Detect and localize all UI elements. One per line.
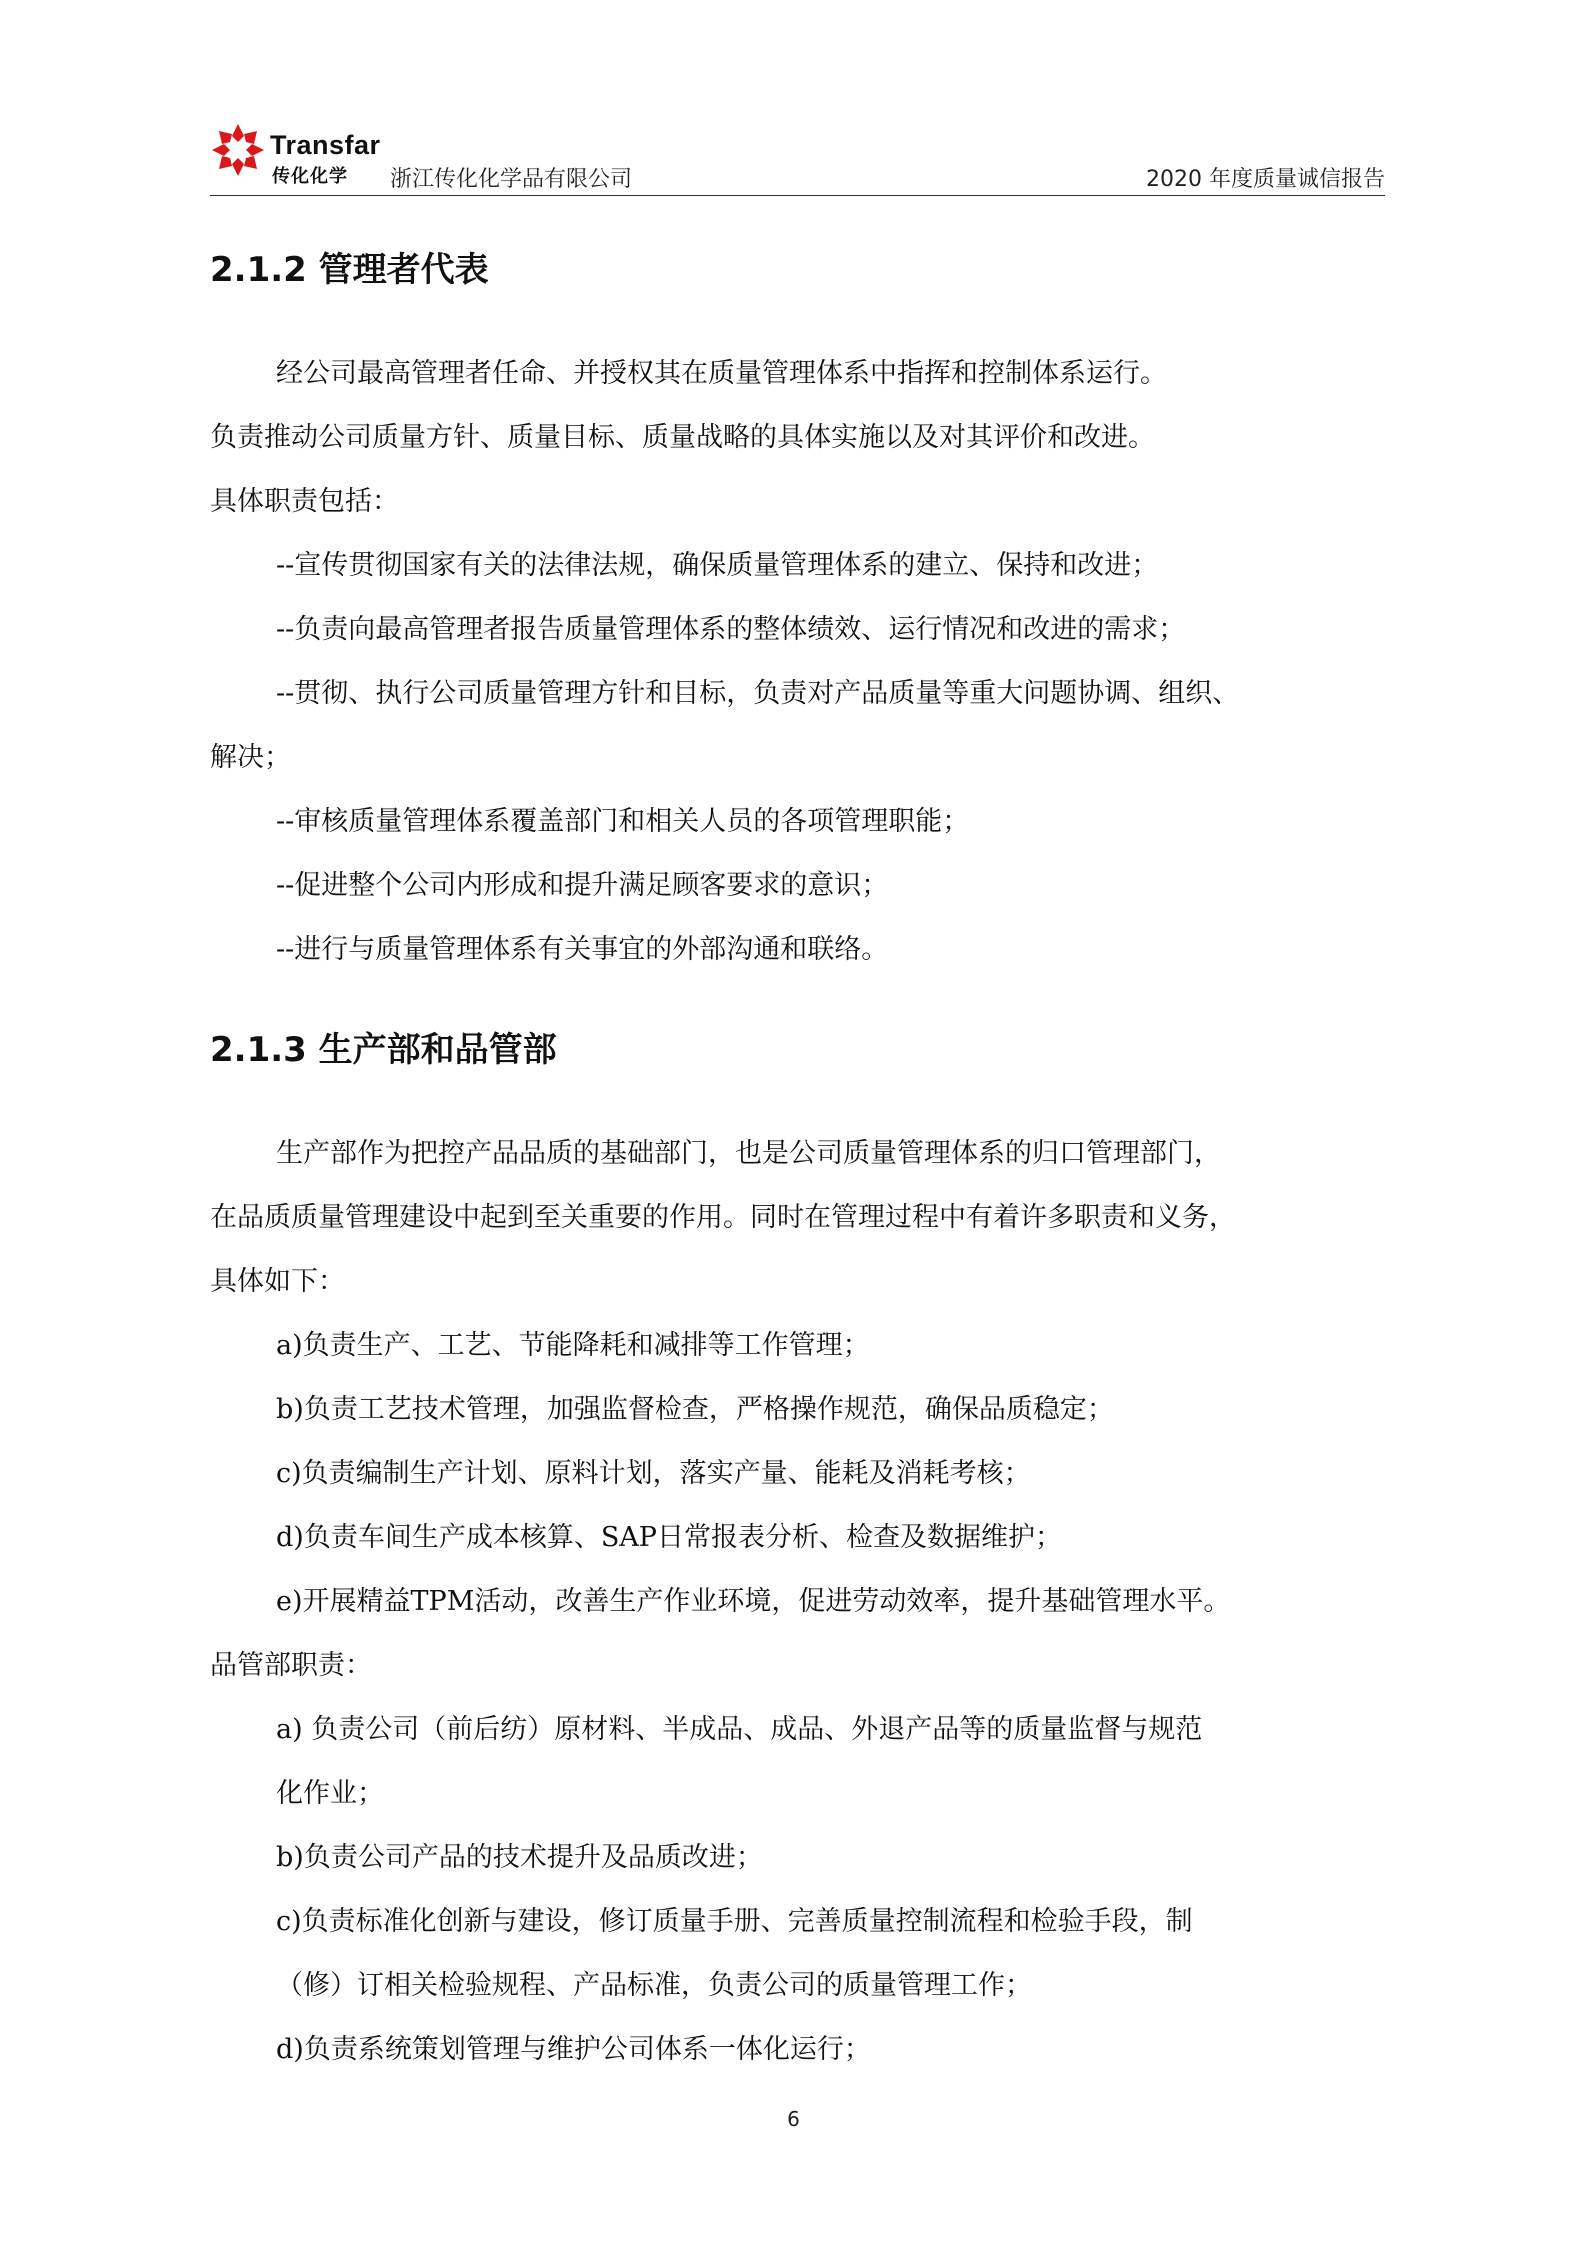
list-item-continuation: 化作业； — [276, 1778, 384, 1809]
subheading-line: 品管部职责： — [210, 1650, 372, 1681]
list-item: a)负责生产、工艺、节能降耗和减排等工作管理； — [276, 1330, 870, 1361]
list-item: --贯彻、执行公司质量管理方针和目标，负责对产品质量等重大问题协调、组织、 — [276, 678, 1240, 709]
company-name: 浙江传化化学品有限公司 — [390, 167, 633, 192]
list-item: b)负责工艺技术管理，加强监督检查，严格操作规范，确保品质稳定； — [276, 1394, 1114, 1425]
company-logo — [210, 118, 390, 188]
logo-chinese-name: 传化化学 — [272, 166, 348, 187]
paragraph-line: 在品质质量管理建设中起到至关重要的作用。同时在管理过程中有着许多职责和义务， — [210, 1202, 1236, 1233]
list-item: c)负责编制生产计划、原料计划，落实产量、能耗及消耗考核； — [276, 1458, 1031, 1489]
header-divider — [210, 195, 1385, 196]
list-item: d)负责车间生产成本核算、SAP日常报表分析、检查及数据维护； — [276, 1522, 1062, 1553]
list-item-continuation: 解决； — [210, 742, 291, 773]
list-item: c)负责标准化创新与建设，修订质量手册、完善质量控制流程和检验手段，制 — [276, 1906, 1193, 1937]
paragraph-line: 具体职责包括： — [210, 486, 399, 517]
list-item: --宣传贯彻国家有关的法律法规，确保质量管理体系的建立、保持和改进； — [276, 550, 1159, 581]
report-title: 2020 年度质量诚信报告 — [1146, 167, 1385, 192]
paragraph-line: 经公司最高管理者任命、并授权其在质量管理体系中指挥和控制体系运行。 — [276, 358, 1167, 389]
list-item: --审核质量管理体系覆盖部门和相关人员的各项管理职能； — [276, 806, 970, 837]
page-header — [210, 118, 1385, 196]
list-item: a) 负责公司（前后纺）原材料、半成品、成品、外退产品等的质量监督与规范 — [276, 1714, 1203, 1745]
list-item: b)负责公司产品的技术提升及品质改进； — [276, 1842, 763, 1873]
section-heading-2-1-2: 2.1.2 管理者代表 — [210, 250, 489, 290]
list-item: --促进整个公司内形成和提升满足顾客要求的意识； — [276, 870, 889, 901]
list-item: d)负责系统策划管理与维护公司体系一体化运行； — [276, 2034, 871, 2065]
page-number: 6 — [787, 2107, 800, 2131]
list-item-continuation: （修）订相关检验规程、产品标准，负责公司的质量管理工作； — [276, 1970, 1032, 2001]
paragraph-line: 生产部作为把控产品品质的基础部门，也是公司质量管理体系的归口管理部门， — [276, 1138, 1221, 1169]
section-heading-2-1-3: 2.1.3 生产部和品管部 — [210, 1030, 557, 1070]
paragraph-line: 具体如下： — [210, 1266, 345, 1297]
list-item: e)开展精益TPM活动，改善生产作业环境，促进劳动效率，提升基础管理水平。 — [276, 1586, 1231, 1617]
transfar-logo-icon — [210, 122, 266, 178]
list-item: --进行与质量管理体系有关事宜的外部沟通和联络。 — [276, 934, 889, 965]
paragraph-line: 负责推动公司质量方针、质量目标、质量战略的具体实施以及对其评价和改进。 — [210, 422, 1155, 453]
page-body — [210, 240, 1385, 2082]
logo-english-name: Transfar — [270, 130, 381, 160]
list-item: --负责向最高管理者报告质量管理体系的整体绩效、运行情况和改进的需求； — [276, 614, 1186, 645]
